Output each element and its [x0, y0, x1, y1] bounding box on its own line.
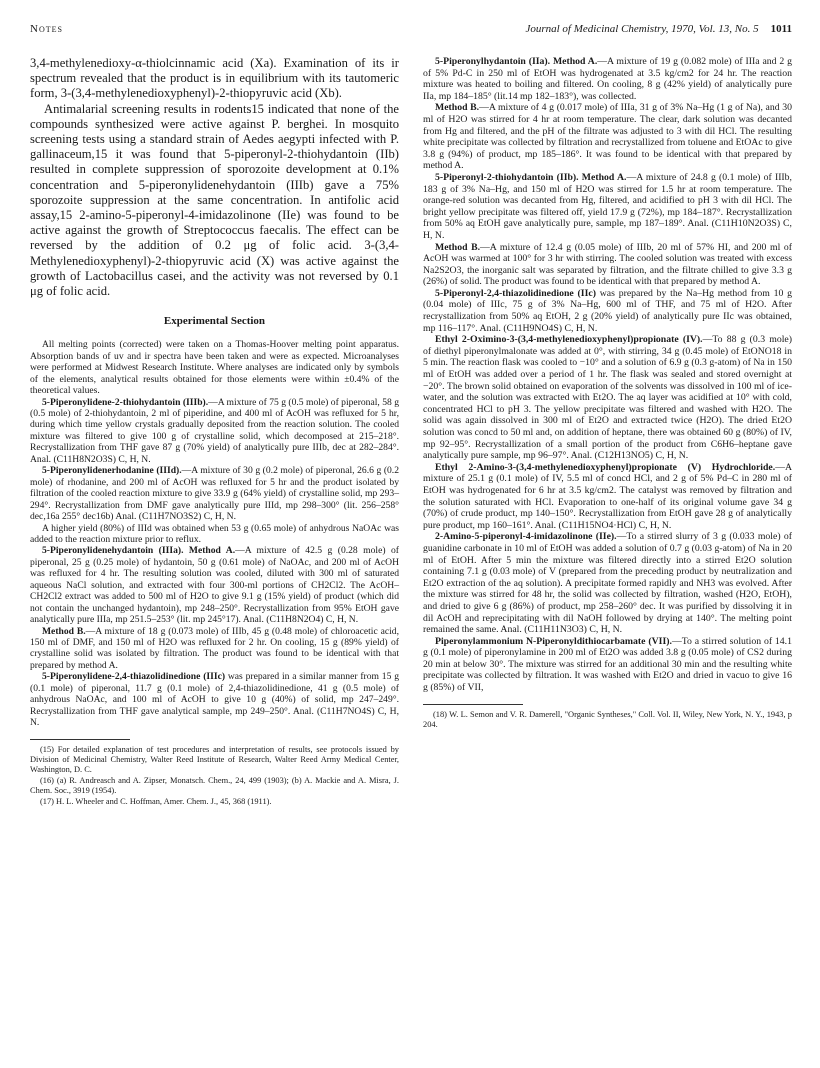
procedure-paragraph [423, 102, 792, 172]
page-number: 1011 [770, 23, 792, 35]
procedure-heading: Method B. [435, 241, 481, 253]
section-label: Notes [30, 23, 63, 35]
footnote: (17) H. L. Wheeler and C. Hoffman, Amer. Chem. J., 45, 368 (1911). [40, 796, 272, 806]
procedure-heading: 2-Amino-5-piperonyl-4-imidazolinone (IIe). [435, 531, 617, 543]
procedure-paragraph [423, 242, 792, 288]
procedure-heading: 5-Piperonylhydantoin (IIa). Method A. [435, 56, 598, 67]
procedure-heading: Piperonylammonium N-Piperonyldithiocarbamate (VII). [435, 635, 672, 647]
procedure-paragraph [423, 531, 792, 635]
procedure-text: —A mixture of 25.1 g (0.1 mole) of IV, 5.5 ml of concd HCl, and 2 g of 5% Pd–C in 280 ml of EtOH was hydrogenated for 6 hr at 3.5 kg/cm2. The catalyst was removed by filtration and the solution saturated with HCl. Evaporation to one-half of its original volume gave 34 g (70%) of crude product, mp 140–150°. Recrystallization from EtOH gave 28 g of analytically pure product, mp 160–161°. Anal. (C11H15NO4·HCl) C, H, N. [423, 461, 792, 531]
procedure-text: —A mixture of 18 g (0.073 mole) of IIIb, 45 g (0.48 mole) of chloroacetic acid, 150 ml of DMF, and 150 ml of H2O was refluxed for 2 hr. On cooling, 15 g (89% yield) of crystalline solid was isolated by filtration. The product was found to be identical with that prepared by method A. [30, 625, 399, 671]
procedure-heading: 5-Piperonyl-2-thiohydantoin (IIb). Method A. [435, 171, 627, 183]
footnote: (16) (a) R. Andreasch and A. Zipser, Monatsch. Chem., 24, 499 (1903); (b) A. Mackie and A. Misra, J. Chem. Soc., 3919 (1954). [30, 775, 399, 795]
procedure-heading: Ethyl 2-Amino-3-(3,4-methylenedioxyphenyl)propionate (V) Hydrochloride. [435, 461, 776, 473]
procedure-heading: 5-Piperonylidene-2-thiohydantoin (IIIb). [42, 396, 209, 408]
experimental-text [423, 56, 792, 694]
procedure-text: All melting points (corrected) were taken on a Thomas-Hoover melting point apparatus. Absorption bands of uv and ir spectra have been taken and were as expected. Microanalyses were performed at Midwest Research Institute. Where analyses are indicated only by symbols of the elements, analytical results obtained for those elements were within ±0.4% of the theoretical values. [30, 339, 399, 397]
procedure-text: —A mixture of 30 g (0.2 mole) of piperonal, 26.6 g (0.2 mole) of rhodanine, and 200 ml of AcOH was refluxed for 5 hr and the product isolated by filtration of the cooled reaction mixture to give 33.9 g (64% yield) of crystalline solid, mp 293–294°. Recrystallization from DMF gave analytically pure IIId, mp 298–300° (lit. 256–258° dec,16a 255° dec16b) Anal. (C11H7NO3S2) C, H, N. [30, 465, 400, 523]
procedure-paragraph [423, 172, 792, 242]
procedure-text: —To a stirred slurry of 3 g (0.033 mole) of guanidine carbonate in 10 ml of EtOH was added a solution of 0.7 g (0.03 g-atom) of Na in 20 ml of EtOH. After 5 min the mixture was filtered directly into a stirred Et2O solution containing 7.1 g (0.03 mole) of V (prepared from the preceding product by neutralization and Et2O extraction of the aq solution). A precipitate formed rapidly and NH3 was evolved. After the mixture was stirred for 48 hr, the solid was collected by filtration, washed (H2O, EtOH), and dried to give 6 g (86%) of product, mp 258–260° dec. It was purified by dissolving it in dil AcOH and reprecipitating with dil NaOH followed by drying at 140°. The melting point remained the same. Anal. (C11H11N3O3) C, H, N. [423, 531, 792, 636]
procedure-text: —A mixture of 24.8 g (0.1 mole) of IIIb, 183 g of 3% Na–Hg, and 150 ml of H2O was stirred for 1.5 hr at room temperature. The orange-red solution was decanted from Hg, filtered, and acidified to pH 3 with dil HCl. The bright yellow precipitate was filtered off, yield 17.9 g (72%), mp 184–187°. Recrystallization from 50% aq EtOH gave analytically pure, sample, mp 187–189°. Anal. (C11H10N2O3S) C, H, N. [423, 171, 792, 241]
procedure-heading: 5-Piperonylidenehydantoin (IIIa). Method A. [42, 545, 236, 557]
procedure-heading: 5-Piperonyl-2,4-thiazolidinedione (IIc) [435, 287, 596, 299]
procedure-text: —A mixture of 42.5 g (0.28 mole) of piperonal, 25 g (0.25 mole) of hydantoin, 50 g (0.61 mole) of NaOAc, and 200 ml of AcOH was refluxed for 4 hr. The resulting solution was cooled, diluted with 300 ml of saturated aqueous NaCl solution, and extracted with four 300-ml portions of CH2Cl2. The AcOH–CH2Cl2 extract was added to 500 ml of H2O to give 9.1 g (15% yield) of product (which did not contain the unchanged hydantoin), mp 248–250°. Recrystallization from 95% EtOH gave analytically pure IIIa, mp 251.5–253° (lit. mp 245°17). Anal. (C11H8N2O4) C, H, N. [30, 545, 399, 626]
footnote-divider [30, 739, 130, 740]
procedure-paragraph [423, 462, 792, 532]
procedure-text: —A mixture of 75 g (0.5 mole) of piperonal, 58 g (0.5 mole) of 2-thiohydantoin, 2 ml of piperidine, and 400 ml of AcOH was refluxed for 5 hr, during which time yellow crystals gradually deposited from the reaction solution. The cooled mixture was filtered to give 100 g of crystalline solid, which decomposed at 215–218°. Recrystallization from THF gave 87 g (70% yield) of analytically pure IIIb, dec at 282–284°. Anal. (C11H8N2O3S) C, H, N. [30, 396, 400, 465]
procedure-text: —A mixture of 4 g (0.017 mole) of IIIa, 31 g of 3% Na–Hg (1 g of Na), and 30 ml of H2O was stirred for 4 hr at room temperature. The clear, dark solution was decanted from Hg and filtered, and the pH of the filtrate was adjusted to 3 with dil HCl. The resulting white precipitate was collected by filtration and recrystallized from toluene and EtOAc to give 3.8 g (94%) of product, mp 185–186°. It was found to be identical with that prepared by method A. [423, 102, 792, 172]
procedure-paragraph [30, 626, 399, 672]
paragraph: 3,4-methylenedioxy-α-thiolcinnamic acid (Xa). Examination of its ir spectrum revealed that the product is in equilibrium with its tautomeric form, 3-(3,4-methylenedioxyphenyl)-2-thiopyruvic acid (Xb). [30, 56, 399, 101]
procedure-paragraph [423, 288, 792, 334]
procedure-paragraph [423, 334, 792, 462]
footnotes [423, 710, 792, 730]
paragraph: Antimalarial screening results in rodents15 indicated that none of the compounds synthesized were active against P. berghei. In mosquito screening tests using a standard strain of Aedes aegypti infected with P. gallinaceum,15 it was found that 5-piperonyl-2-thiohydantoin (IIb) resulted in complete suppression of sporozoite development at 0.1% concentration and 5-piperonylidenehydantoin (IIIb) gave a 75% sporozoite suppression at the same concentration. In antifolic acid assay,15 2-amino-5-piperonyl-4-imidazolinone (IIe) was found to be active against the growth of Streptococcus faecalis. The effect can be reversed by the addition of 0.2 μg of folic acid. 3-(3,4-Methylenedioxyphenyl)-2-thiopyruvic acid (X) was active against the growth of Lactobacillus casei, and the activity was not reversed by 0.1 μg of folic acid. [30, 101, 399, 299]
footnotes [30, 745, 399, 807]
right-column [423, 56, 792, 808]
procedure-paragraph [30, 465, 399, 522]
procedure-paragraph [30, 397, 399, 466]
procedure-paragraph [30, 545, 399, 625]
procedure-paragraph [423, 56, 792, 102]
procedure-paragraph [30, 339, 399, 396]
procedure-heading: 5-Piperonylidene-2,4-thiazolidinedione (IIIc) [42, 671, 226, 683]
procedure-text: —A mixture of 12.4 g (0.05 mole) of IIIb, 20 ml of 57% HI, and 200 ml of AcOH was warmed at 100° for 3 hr with stirring. The cooled solution was treated with excess Na2S2O3, the inorganic salt was separated by filtration, and the filtrate chilled to give 3.3 g (26%) of solid. The product was found to be identical with that prepared by method A. [423, 241, 793, 288]
experimental-text [30, 339, 399, 728]
procedure-paragraph [30, 671, 399, 728]
procedure-heading: Ethyl 2-Oximino-3-(3,4-methylenedioxyphenyl)propionate (IV). [435, 334, 703, 346]
procedure-paragraph [423, 636, 792, 694]
procedure-text: was prepared in a similar manner from 15 g (0.1 mole) of piperonal, 11.7 g (0.1 mole) of 2,4-thiazolidinedione, 41 g (0.5 mole) of anhydrous NaOAc, and 100 ml of AcOH to give 10 g (40%) of solid, mp 247–249°. Recrystallization from THF gave analytical sample, mp 249–250°. Anal. (C11H7NO4S) C, H, N. [30, 671, 400, 729]
procedure-paragraph [30, 523, 399, 546]
footnote: (15) For detailed explanation of test procedures and interpretation of results, see protocols issued by Division of Medicinal Chemistry, Walter Reed Institute of Research, Walter Reed Army Medical Center, Washington, D. C. [30, 744, 399, 774]
running-header [30, 22, 792, 36]
footnote: (18) W. L. Semon and V. R. Damerell, "Organic Syntheses," Coll. Vol. II, Wiley, New York, N. Y., 1943, p 204. [423, 709, 792, 729]
left-column [30, 56, 399, 808]
procedure-text: —A mixture of 19 g (0.082 mole) of IIIa and 2 g of 5% Pd-C in 250 ml of EtOH was hydrogenated at 3.5 kg/cm2 for 24 hr. The reaction mixture was heated to boiling and filtered. On cooling, 8 g (42% yield) of analytically pure IIa, mp 184–185° (lit.14 mp 182–183°), was collected. [423, 56, 792, 102]
section-heading: Experimental Section [163, 315, 266, 328]
journal-citation: Journal of Medicinal Chemistry, 1970, Vol. 13, No. 5 [525, 23, 759, 35]
footnote-divider [423, 704, 523, 705]
procedure-heading: 5-Piperonylidenerhodanine (IIId). [42, 465, 182, 477]
procedure-text: —To 88 g (0.3 mole) of diethyl piperonylmalonate was added at 0°, with stirring, 34 g (0.45 mole) of EtONO18 in 5 min. The reaction flask was cooled to −10° and a solution of 6.9 g (0.3 g-atom) of Na in 150 ml of EtOH was added over a period of 1 hr. The flask was sealed and stored overnight at −20°. The brown solid obtained on evaporation of the solvents was dissolved in 100 ml of ice-water, and the solution was extracted with Et2O. The aq layer was acidified at 10° with cold, concentrated HCl to pH 3. The yellow precipitate was filtered and washed with H2O. The solid was again dissolved in 300 ml of Et2O and extracted twice (H2O). The dried Et2O solution was concd to 50 ml and, on addition of heptane, there was obtained 60 g (80%) of IV, mp 92–95°. Recrystallization of a small portion of the product from C6H6–heptane gave analytically pure sample, mp 96–97°. Anal. (C12H13NO5) C, H, N. [423, 334, 793, 462]
body-text [30, 56, 399, 299]
procedure-heading: Method B. [435, 102, 480, 114]
procedure-heading: Method B. [42, 625, 86, 637]
procedure-text: was prepared by the Na–Hg method from 10 g (0.04 mole) of IIIc, 75 g of 3% Na–Hg, 600 ml of THF, and 75 ml of H2O. After recrystallization from 50% aq EtOH, 2 g (20% yield) of analytically pure IIc was obtained, mp 116–117°. Anal. (C11H9NO4S) C, H, N. [423, 287, 792, 334]
procedure-text: —To a stirred solution of 14.1 g (0.1 mole) of piperonylamine in 200 ml of Et2O was added 3.8 g (0.05 mole) of CS2 during 20 min at below 30°. The mixture was stirred for an additional 30 min and the resulting white precipitate was collected by filtration. It was washed with Et2O and dried in vacuo to give 16 g (85%) of VII, [423, 635, 792, 694]
two-column-body [30, 56, 792, 808]
procedure-text: A higher yield (80%) of IIId was obtained when 53 g (0.65 mole) of anhydrous NaOAc was added to the reaction mixture prior to reflux. [30, 522, 399, 545]
journal-citation-group [525, 22, 792, 36]
